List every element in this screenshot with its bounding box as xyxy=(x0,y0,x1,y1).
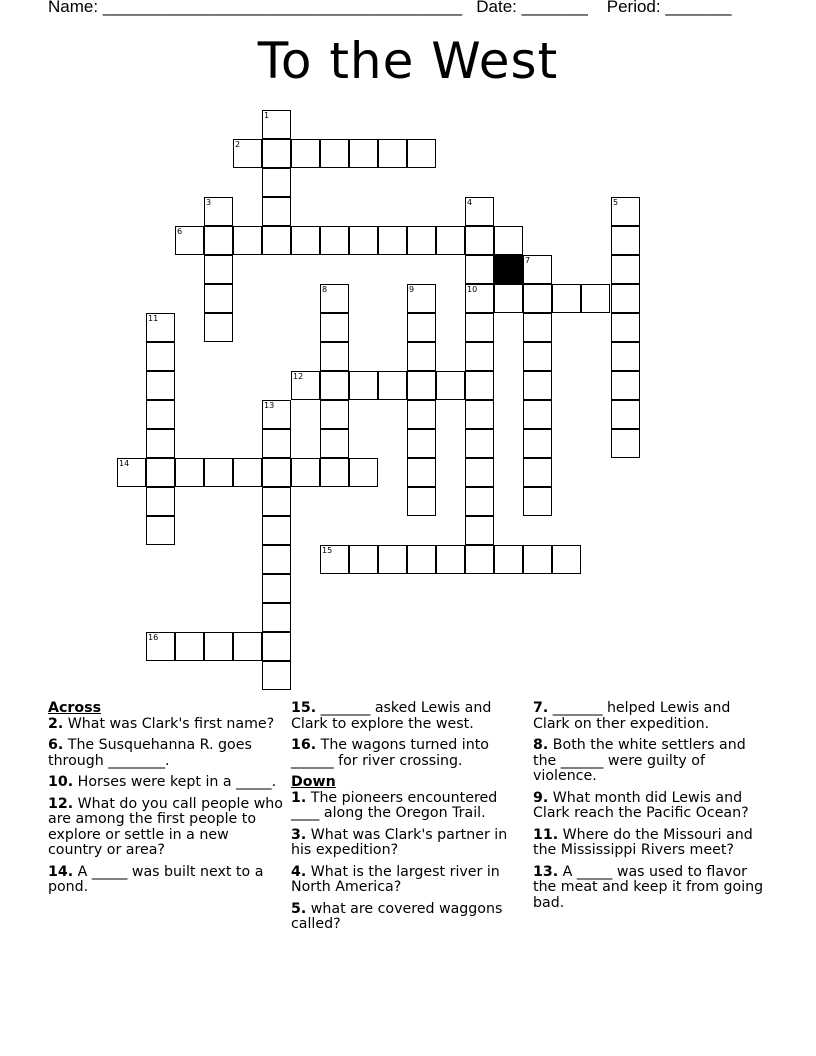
grid-cell[interactable] xyxy=(146,313,175,342)
grid-cell[interactable] xyxy=(262,226,291,255)
grid-cell[interactable] xyxy=(320,342,349,371)
grid-cell[interactable] xyxy=(523,255,552,284)
date-blank[interactable]: _______ xyxy=(521,0,588,16)
grid-cell[interactable] xyxy=(523,400,552,429)
name-label: Name: xyxy=(48,0,99,16)
page-title: To the West xyxy=(257,32,559,90)
clue-number: 8. xyxy=(533,737,549,753)
grid-cell[interactable] xyxy=(146,458,175,487)
grid-cell[interactable] xyxy=(262,168,291,197)
cell-number: 5 xyxy=(613,198,619,207)
clue-text: What was Clark's first name? xyxy=(63,715,275,732)
grid-cell[interactable] xyxy=(465,313,494,342)
grid-cell[interactable] xyxy=(611,371,640,400)
grid-cell[interactable] xyxy=(262,458,291,487)
clue-item xyxy=(533,738,769,785)
grid-cell[interactable] xyxy=(407,400,436,429)
grid-cell[interactable] xyxy=(611,429,640,458)
grid-cell[interactable] xyxy=(146,516,175,545)
grid-cell[interactable] xyxy=(320,545,349,574)
grid-cell[interactable] xyxy=(349,545,378,574)
grid-cell[interactable] xyxy=(204,226,233,255)
clue-text: The pioneers encountered ____ along the Oregon Trail. xyxy=(291,789,498,821)
cell-number: 3 xyxy=(206,198,212,207)
clue-text: Where do the Missouri and the Mississippi Rivers meet? xyxy=(533,826,753,858)
grid-cell[interactable] xyxy=(117,458,146,487)
grid-cell[interactable] xyxy=(523,545,552,574)
grid-cell[interactable] xyxy=(320,400,349,429)
grid-cell[interactable] xyxy=(407,313,436,342)
cell-number: 4 xyxy=(467,198,473,207)
clue-number: 9. xyxy=(533,789,549,806)
grid-cell[interactable] xyxy=(204,284,233,313)
grid-cell[interactable] xyxy=(320,371,349,400)
clue-text: What do you call people who are among the first people to explore or settle in a new country or area? xyxy=(48,795,283,858)
clue-number: 1. xyxy=(291,789,307,806)
clue-heading-across: Across xyxy=(48,700,102,716)
grid-cell[interactable] xyxy=(291,458,320,487)
cell-number: 6 xyxy=(177,227,183,236)
grid-cell[interactable] xyxy=(581,284,610,313)
grid-cell[interactable] xyxy=(552,545,581,574)
clue-number: 11. xyxy=(533,826,559,843)
clue-item xyxy=(533,791,769,822)
cell-number: 8 xyxy=(322,285,328,294)
grid-cell[interactable] xyxy=(262,603,291,632)
grid-cell[interactable] xyxy=(465,197,494,226)
grid-cell[interactable] xyxy=(233,226,262,255)
clue-number: 5. xyxy=(291,900,307,917)
grid-cell[interactable] xyxy=(465,458,494,487)
date-label: Date: xyxy=(476,0,517,16)
grid-cell[interactable] xyxy=(262,661,291,690)
grid-cell[interactable] xyxy=(494,226,523,255)
grid-cell[interactable] xyxy=(146,429,175,458)
grid-cell[interactable] xyxy=(407,487,436,516)
grid-cell[interactable] xyxy=(175,632,204,661)
grid-cell[interactable] xyxy=(523,313,552,342)
grid-cell[interactable] xyxy=(465,429,494,458)
clue-text: The wagons turned into ______ for river crossing. xyxy=(291,737,489,769)
grid-cell[interactable] xyxy=(378,371,407,400)
grid-cell[interactable] xyxy=(320,429,349,458)
grid-cell[interactable] xyxy=(494,284,523,313)
name-blank[interactable]: ______________________________________ xyxy=(102,0,463,16)
clue-number: 14. xyxy=(48,863,74,880)
clue-item xyxy=(48,738,284,769)
clue-item xyxy=(533,865,769,912)
cell-number: 14 xyxy=(119,459,130,468)
clue-item xyxy=(291,701,523,732)
grid-cell[interactable] xyxy=(407,458,436,487)
cell-number: 7 xyxy=(525,256,531,265)
clue-text: What is the largest river in North America? xyxy=(291,863,500,895)
grid-cell[interactable] xyxy=(465,226,494,255)
grid-cell[interactable] xyxy=(349,458,378,487)
grid-cell[interactable] xyxy=(320,284,349,313)
grid-cell[interactable] xyxy=(407,226,436,255)
grid-cell[interactable] xyxy=(407,545,436,574)
grid-cell[interactable] xyxy=(146,342,175,371)
period-blank[interactable]: _______ xyxy=(665,0,732,16)
grid-cell[interactable] xyxy=(494,545,523,574)
grid-cell[interactable] xyxy=(291,226,320,255)
cell-number: 11 xyxy=(148,314,159,323)
clue-number: 16. xyxy=(291,737,317,753)
grid-cell[interactable] xyxy=(262,197,291,226)
clue-column-2 xyxy=(291,701,523,939)
grid-cell[interactable] xyxy=(262,574,291,603)
grid-cell[interactable] xyxy=(349,226,378,255)
clue-item xyxy=(48,775,284,791)
grid-cell[interactable] xyxy=(523,284,552,313)
grid-cell[interactable] xyxy=(233,139,262,168)
clue-text: Both the white settlers and the ______ were guilty of violence. xyxy=(533,737,746,784)
grid-cell[interactable] xyxy=(465,342,494,371)
grid-cell[interactable] xyxy=(262,545,291,574)
clue-heading-down: Down xyxy=(291,774,336,790)
clue-column-3 xyxy=(533,701,769,917)
cell-number: 2 xyxy=(235,140,241,149)
clue-number: 10. xyxy=(48,774,74,790)
grid-cell[interactable] xyxy=(465,371,494,400)
grid-cell[interactable] xyxy=(611,226,640,255)
grid-cell[interactable] xyxy=(320,458,349,487)
cell-number: 13 xyxy=(264,401,275,410)
clue-text: A _____ was built next to a pond. xyxy=(48,863,264,895)
grid-cell[interactable] xyxy=(465,487,494,516)
grid-cell[interactable] xyxy=(349,371,378,400)
grid-cell[interactable] xyxy=(146,487,175,516)
cell-number: 1 xyxy=(264,111,270,120)
grid-cell[interactable] xyxy=(320,226,349,255)
clue-number: 15. xyxy=(291,700,317,716)
grid-cell[interactable] xyxy=(407,371,436,400)
grid-cell[interactable] xyxy=(611,313,640,342)
grid-cell[interactable] xyxy=(523,458,552,487)
grid-cell[interactable] xyxy=(320,313,349,342)
grid-cell[interactable] xyxy=(233,458,262,487)
clue-number: 6. xyxy=(48,737,64,753)
clue-item xyxy=(291,738,523,769)
grid-cell[interactable] xyxy=(262,110,291,139)
grid-cell[interactable] xyxy=(378,226,407,255)
clue-item xyxy=(48,797,284,859)
clue-text: What month did Lewis and Clark reach the Pacific Ocean? xyxy=(533,789,749,821)
cell-number: 16 xyxy=(148,633,159,642)
grid-cell[interactable] xyxy=(204,458,233,487)
grid-cell[interactable] xyxy=(146,400,175,429)
grid-cell[interactable] xyxy=(611,342,640,371)
grid-cell[interactable] xyxy=(465,284,494,313)
clue-item xyxy=(533,701,769,732)
clue-number: 12. xyxy=(48,795,74,812)
grid-cell[interactable] xyxy=(320,139,349,168)
black-cell xyxy=(494,255,523,284)
grid-cell[interactable] xyxy=(436,545,465,574)
clue-item xyxy=(533,828,769,859)
clue-item xyxy=(291,865,523,896)
grid-cell[interactable] xyxy=(262,429,291,458)
clue-text: A _____ was used to flavor the meat and keep it from going bad. xyxy=(533,863,764,911)
grid-cell[interactable] xyxy=(262,400,291,429)
grid-cell[interactable] xyxy=(611,197,640,226)
clue-text: what are covered waggons called? xyxy=(291,900,503,932)
grid-cell[interactable] xyxy=(262,139,291,168)
clue-number: 2. xyxy=(48,715,64,732)
grid-cell[interactable] xyxy=(523,487,552,516)
grid-cell[interactable] xyxy=(407,429,436,458)
grid-cell[interactable] xyxy=(465,545,494,574)
grid-cell[interactable] xyxy=(523,342,552,371)
cell-number: 10 xyxy=(467,285,478,294)
grid-cell[interactable] xyxy=(262,632,291,661)
grid-cell[interactable] xyxy=(204,255,233,284)
period-label: Period: xyxy=(606,0,661,16)
clue-item xyxy=(48,865,284,896)
grid-cell[interactable] xyxy=(291,139,320,168)
grid-cell[interactable] xyxy=(262,487,291,516)
grid-cell[interactable] xyxy=(204,197,233,226)
grid-cell[interactable] xyxy=(146,371,175,400)
grid-cell[interactable] xyxy=(407,342,436,371)
clue-item xyxy=(291,791,523,822)
clue-item xyxy=(291,902,523,933)
clue-number: 4. xyxy=(291,863,307,880)
grid-cell[interactable] xyxy=(465,516,494,545)
clue-number: 13. xyxy=(533,863,559,880)
clue-text: _______ helped Lewis and Clark on ther expedition. xyxy=(533,700,731,732)
grid-cell[interactable] xyxy=(233,632,262,661)
clue-item xyxy=(48,717,284,733)
cell-number: 9 xyxy=(409,285,415,294)
grid-cell[interactable] xyxy=(611,284,640,313)
cell-number: 15 xyxy=(322,546,333,555)
clue-item xyxy=(291,828,523,859)
clue-text: The Susquehanna R. goes through ________. xyxy=(48,737,252,769)
grid-cell[interactable] xyxy=(204,313,233,342)
grid-cell[interactable] xyxy=(378,545,407,574)
clue-number: 3. xyxy=(291,826,307,843)
grid-cell[interactable] xyxy=(523,371,552,400)
grid-cell[interactable] xyxy=(552,284,581,313)
grid-cell[interactable] xyxy=(465,400,494,429)
grid-cell[interactable] xyxy=(465,255,494,284)
cell-number: 12 xyxy=(293,372,304,381)
clue-text: What was Clark's partner in his expedition? xyxy=(291,826,508,858)
grid-cell[interactable] xyxy=(175,458,204,487)
grid-cell[interactable] xyxy=(407,284,436,313)
clue-column-1 xyxy=(48,701,284,902)
grid-cell[interactable] xyxy=(407,139,436,168)
grid-cell[interactable] xyxy=(378,139,407,168)
grid-cell[interactable] xyxy=(436,371,465,400)
clue-text: _______ asked Lewis and Clark to explore the west. xyxy=(291,700,492,732)
grid-cell[interactable] xyxy=(175,226,204,255)
grid-cell[interactable] xyxy=(146,632,175,661)
grid-cell[interactable] xyxy=(436,226,465,255)
grid-cell[interactable] xyxy=(523,429,552,458)
grid-cell[interactable] xyxy=(349,139,378,168)
clue-text: Horses were kept in a _____. xyxy=(73,774,277,790)
clue-number: 7. xyxy=(533,700,549,716)
grid-cell[interactable] xyxy=(291,371,320,400)
grid-cell[interactable] xyxy=(611,255,640,284)
grid-cell[interactable] xyxy=(611,400,640,429)
grid-cell[interactable] xyxy=(262,516,291,545)
grid-cell[interactable] xyxy=(204,632,233,661)
